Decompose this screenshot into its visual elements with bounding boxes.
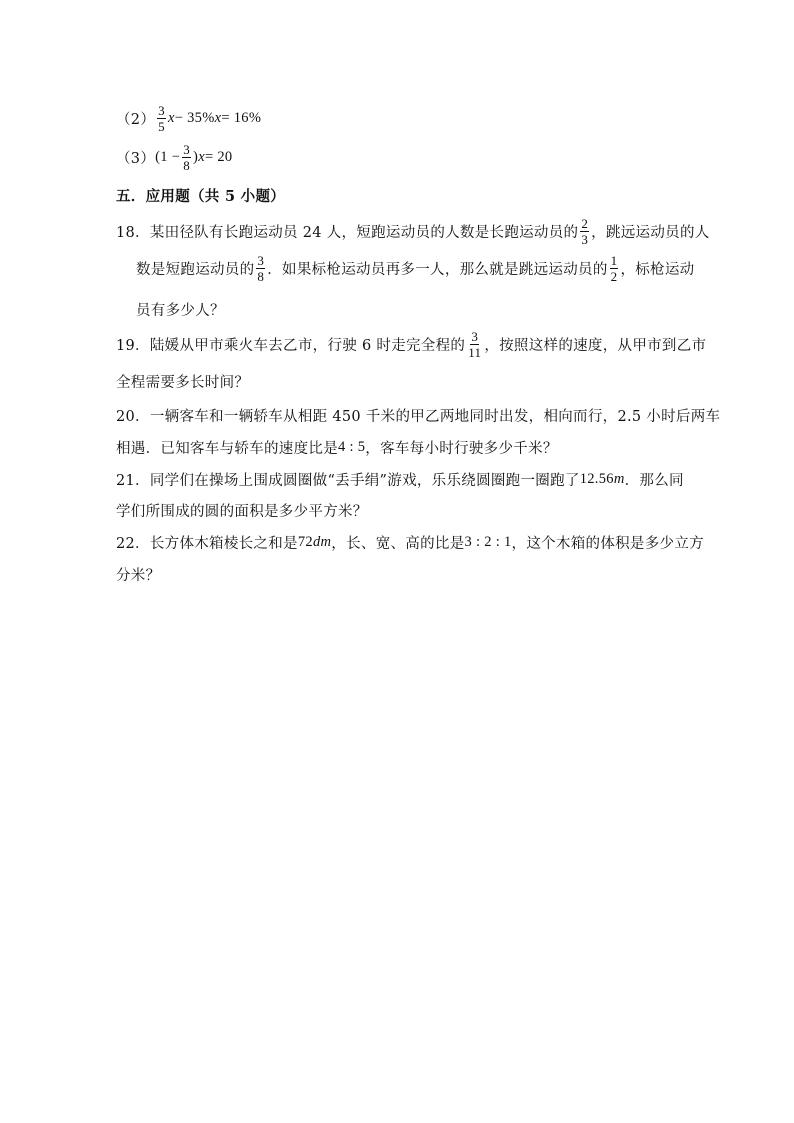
section-title: 五．应用题（共 5 小题）: [116, 187, 286, 205]
question-18-line-1: 18．某田径队有长跑运动员 24 人，短跑运动员的人数是长跑运动员的 $\frac{2}{3}$ ，跳远运动员的人: [116, 215, 710, 247]
q18-fraction-3-8: $\frac{3}{8}$: [257, 252, 265, 284]
q19-fraction-3-11: $\frac{3}{11}$: [468, 328, 482, 360]
equation-3-fraction: $\frac{3}{8}$: [183, 141, 191, 173]
equation-3-var: x: [198, 148, 205, 165]
question-20-line-1: 20．一辆客车和一辆轿车从相距 450 千米的甲乙两地同时出发，相向而行，2.5 小时后两车: [116, 408, 721, 425]
equation-2-var: x: [167, 109, 175, 126]
equation-2-rhs: = 16%: [221, 109, 262, 126]
equation-2: [116, 103, 261, 133]
equation-2-label: （2）: [116, 111, 156, 128]
question-18-line-2: 数是短跑运动员的 $\frac{3}{8}$ ．如果标枪运动员再多一人，那么就是跳远运动员的 $\frac{1}{2}$ ，标枪运动: [136, 252, 695, 284]
question-18-line-3: 员有多少人？: [136, 302, 225, 319]
equation-3-label: （3）: [116, 150, 156, 167]
equation-2-mid: − 35%: [174, 109, 215, 126]
equation-2-var2: x: [214, 109, 222, 126]
question-21-line-2: 学们所围成的圆的面积是多少平方米？: [116, 503, 368, 520]
q20-ratio: 4 : 5: [338, 438, 366, 455]
q22-unit: dm: [312, 533, 332, 550]
section-heading: [116, 184, 285, 206]
q21-unit: m: [613, 470, 625, 487]
equation-3-rhs: = 20: [204, 148, 233, 165]
question-19-line-1: 19．陆媛从甲市乘火车去乙市，行驶 6 时走完全程的 $\frac{3}{11}$ ，按照这样的速度，从甲市到乙市: [116, 328, 707, 360]
q18-fraction-2-3: $\frac{2}{3}$: [581, 215, 589, 247]
q18-fraction-1-2: $\frac{1}{2}$: [610, 252, 618, 284]
equation-2-fraction: $\frac{3}{5}$: [158, 102, 165, 134]
equation-3-open: (1 −: [155, 148, 181, 165]
question-21-line-1: 21．同学们在操场上围成圆圈做“丢手绢”游戏，乐乐绕圆圈跑一圈跑了 12.56 m ．那么同: [116, 470, 684, 489]
equation-3: [116, 142, 232, 172]
equation-3-close: ): [193, 148, 199, 165]
q22-edge-sum: 72: [297, 533, 313, 550]
question-19-line-2: 全程需要多长时间？: [116, 374, 250, 391]
q21-distance: 12.56: [579, 470, 614, 487]
q22-ratio: 3 : 2 : 1: [464, 533, 512, 550]
question-20-line-2: 相遇．已知客车与轿车的速度比是 4 : 5 ，客车每小时行驶多少千米？: [116, 438, 558, 457]
question-22-line-1: 22．长方体木箱棱长之和是 72 dm ，长、宽、高的比是 3 : 2 : 1 ，这个木箱的体积是多少立方: [116, 533, 704, 552]
question-22-line-2: 分米？: [116, 567, 161, 584]
